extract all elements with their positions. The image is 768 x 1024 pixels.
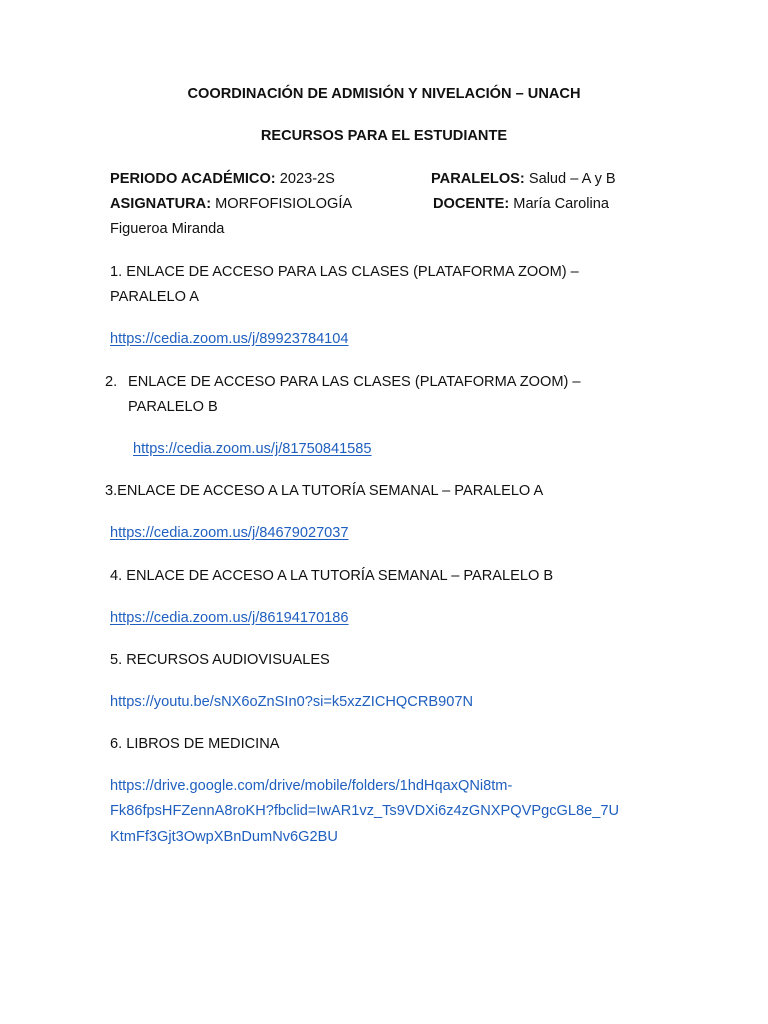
section-1-heading-line1: 1. ENLACE DE ACCESO PARA LAS CLASES (PLATAFORMA ZOOM) – xyxy=(110,264,579,280)
asignatura-label: ASIGNATURA: xyxy=(110,196,212,212)
document-title: COORDINACIÓN DE ADMISIÓN Y NIVELACIÓN – UNACH xyxy=(187,86,581,102)
section-4-zoom-link[interactable]: https://cedia.zoom.us/j/86194170186 xyxy=(110,610,349,626)
docente-value: María Carolina xyxy=(513,196,609,212)
periodo-label: PERIODO ACADÉMICO: xyxy=(110,171,276,187)
section-2-heading-line1: ENLACE DE ACCESO PARA LAS CLASES (PLATAFORMA ZOOM) – xyxy=(128,374,581,390)
paralelos-value: Salud – A y B xyxy=(528,171,616,187)
asignatura-row xyxy=(110,195,352,213)
section-1-zoom-link[interactable]: https://cedia.zoom.us/j/89923784104 xyxy=(110,331,349,347)
section-2-heading-line2: PARALELO B xyxy=(128,399,218,415)
docente-row xyxy=(433,195,609,213)
section-3-heading: 3.ENLACE DE ACCESO A LA TUTORÍA SEMANAL – PARALELO A xyxy=(105,483,544,499)
document-subtitle: RECURSOS PARA EL ESTUDIANTE xyxy=(260,128,508,144)
section-5-heading: 5. RECURSOS AUDIOVISUALES xyxy=(110,652,330,668)
paralelos-label: PARALELOS: xyxy=(431,171,525,187)
section-6-drive-link-line3[interactable]: KtmFf3Gjt3OwpXBnDumNv6G2BU xyxy=(110,829,338,845)
section-2-number: 2. xyxy=(105,374,118,390)
section-4-heading: 4. ENLACE DE ACCESO A LA TUTORÍA SEMANAL – PARALELO B xyxy=(110,568,554,584)
periodo-value: 2023-2S xyxy=(279,171,335,187)
section-6-drive-link-line1[interactable]: https://drive.google.com/drive/mobile/folders/1hdHqaxQNi8tm- xyxy=(110,778,513,794)
section-5-youtube-link[interactable]: https://youtu.be/sNX6oZnSIn0?si=k5xzZICHQCRB907N xyxy=(110,694,473,710)
section-3-zoom-link[interactable]: https://cedia.zoom.us/j/84679027037 xyxy=(110,525,349,541)
section-2-zoom-link[interactable]: https://cedia.zoom.us/j/81750841585 xyxy=(133,441,372,457)
paralelos-row xyxy=(431,170,616,188)
asignatura-value: MORFOFISIOLOGÍA xyxy=(215,196,353,212)
docente-value-continued: Figueroa Miranda xyxy=(110,221,225,237)
section-6-drive-link-line2[interactable]: Fk86fpsHFZennA8roKH?fbclid=IwAR1vz_Ts9VDXi6z4zGNXPQVPgcGL8e_7U xyxy=(110,803,619,819)
section-1-heading-line2: PARALELO A xyxy=(110,289,199,305)
section-6-heading: 6. LIBROS DE MEDICINA xyxy=(110,736,280,752)
periodo-row xyxy=(110,170,335,188)
docente-label: DOCENTE: xyxy=(433,196,510,212)
